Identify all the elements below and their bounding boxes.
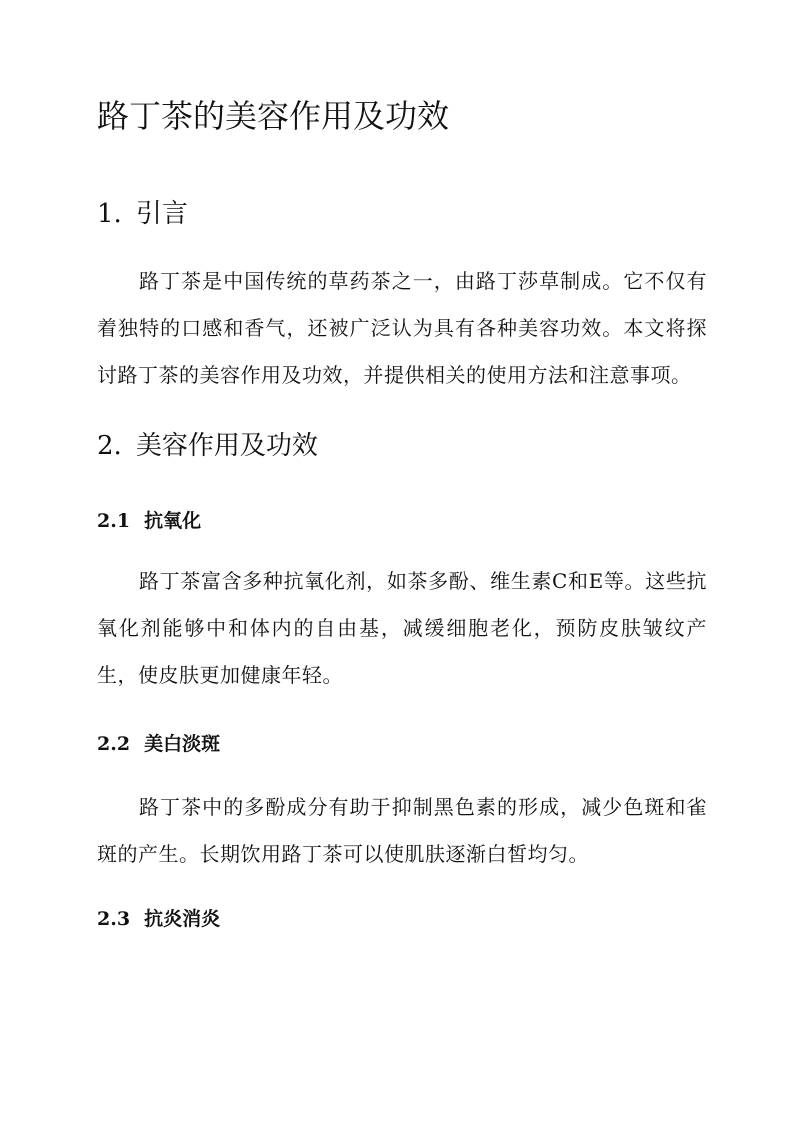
section-heading-beauty xyxy=(97,426,318,466)
subsection-heading-anti-inflammatory xyxy=(97,904,220,934)
section-title: 引言 xyxy=(135,199,188,229)
section-title: 美容作用及功效 xyxy=(135,431,318,461)
subsection-number: 2.3 xyxy=(97,908,131,930)
subsection-title: 抗氧化 xyxy=(144,510,202,532)
subsection-title: 抗炎消炎 xyxy=(144,908,221,930)
subsection-title: 美白淡斑 xyxy=(144,733,221,755)
section-heading-intro xyxy=(97,194,188,234)
subsection-heading-antioxidant xyxy=(97,506,201,536)
whitening-paragraph: 路丁茶中的多酚成分有助于抑制黑色素的形成，减少色斑和雀斑的产生。长期饮用路丁茶可以使肌肤逐渐白皙均匀。 xyxy=(97,795,707,866)
page-title: 路丁茶的美容作用及功效 xyxy=(97,97,450,135)
subsection-number: 2.1 xyxy=(97,510,131,532)
section-number: 1. xyxy=(97,199,122,229)
intro-paragraph: 路丁茶是中国传统的草药茶之一，由路丁莎草制成。它不仅有着独特的口感和香气，还被广泛认为具有各种美容功效。本文将探讨路丁茶的美容作用及功效，并提供相关的使用方法和注意事项。 xyxy=(97,269,707,387)
section-number: 2. xyxy=(97,431,122,461)
subsection-heading-whitening xyxy=(97,729,220,759)
antioxidant-paragraph: 路丁茶富含多种抗氧化剂，如茶多酚、维生素C和E等。这些抗氧化剂能够中和体内的自由基，减缓细胞老化，预防皮肤皱纹产生，使皮肤更加健康年轻。 xyxy=(97,569,707,687)
subsection-number: 2.2 xyxy=(97,733,131,755)
